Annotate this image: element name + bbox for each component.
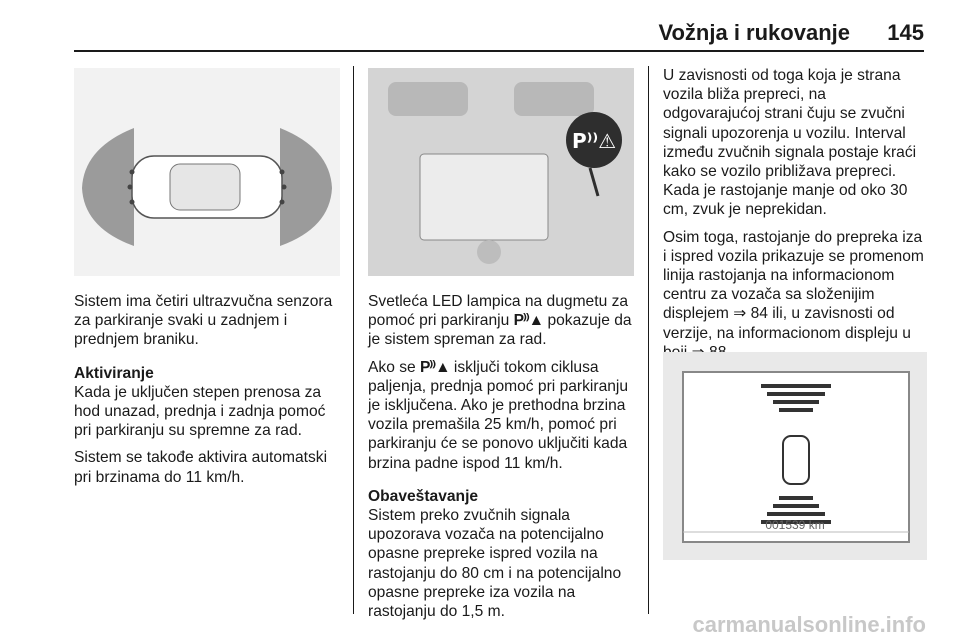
automatic-paragraph: Sistem se takođe aktivira automatski pri brzinama do 11 km/h.	[74, 449, 328, 486]
park-assist-icon: P⁾⁾▲	[420, 358, 450, 376]
watermark: carmanualsonline.info	[692, 612, 926, 637]
page-header	[0, 0, 960, 52]
column-1	[74, 292, 344, 495]
notification-paragraph: Sistem preko zvučnih signala upozorava vozača na potencijalno opasne prepreke ispred vozila na rastojanju do 80 cm i na potencijalno opasne prepreke iza vozila na rastojanju do 1,5 m.	[368, 507, 622, 621]
odometer-readout: 001539 km	[765, 518, 825, 532]
switch-off-paragraph: Ako se P⁾⁾▲ isključi tokom ciklusa paljenja, prednja pomoć pri parkiranju je isključena. Ako je prethodna brzina vozila premašila 25 km/h, pomoć pri parkiranju će se ponovo uključiti kada brzina padne ispod 11 km/h.	[368, 358, 629, 472]
activation-paragraph: Kada je uključen stepen prenosa za hod unazad, prednja i zadnja pomoć pri parkiranju su spremne za rad.	[74, 383, 326, 440]
led-paragraph: Svetleća LED lampica na dugmetu za pomoć pri parkiranju P⁾⁾▲ pokazuje da je sistem spreman za rad.	[368, 293, 632, 349]
notification-heading: Obaveštavanje	[368, 487, 479, 505]
column-3	[663, 66, 927, 370]
distance-display-figure	[663, 352, 927, 560]
column-2	[368, 292, 636, 629]
dashboard-figure	[368, 68, 634, 276]
column-divider	[353, 66, 354, 614]
svg-text:P⁾⁾⚠: P⁾⁾⚠	[571, 129, 617, 153]
activation-heading: Aktiviranje	[74, 364, 154, 382]
intro-paragraph: Sistem ima četiri ultrazvučna senzora za parkiranje svaki u zadnjem i prednjem braniku.	[74, 293, 333, 349]
warning-paragraph: U zavisnosti od toga koja je strana vozila bliža prepreci, na odgovarajućoj strani čuju se zvučni signali upozorenja u vozilu. Interval između zvučnih signala postaje kraći kako se vozilo približava prepreci. Kada je rastojanje manje od oko 30 cm, zvuk je neprekidan.	[663, 67, 917, 219]
display-paragraph: Osim toga, rastojanje do prepreka iza i ispred vozila prikazuje se promenom linija rastojanja na informacionom centru za vozača sa složenijim displejem ⇒ 84 ili, u zavisnosti od verzije, na informacionom displeju u	[663, 228, 927, 362]
column-divider	[648, 66, 649, 614]
sensor-zones-figure	[74, 68, 340, 276]
reference-arrow-icon: ⇒	[733, 305, 751, 323]
section-title: Vožnja i rukovanje	[658, 20, 850, 45]
page-number: 145	[887, 20, 924, 45]
park-assist-icon: P⁾⁾▲	[513, 312, 544, 330]
header-rule	[74, 50, 924, 52]
